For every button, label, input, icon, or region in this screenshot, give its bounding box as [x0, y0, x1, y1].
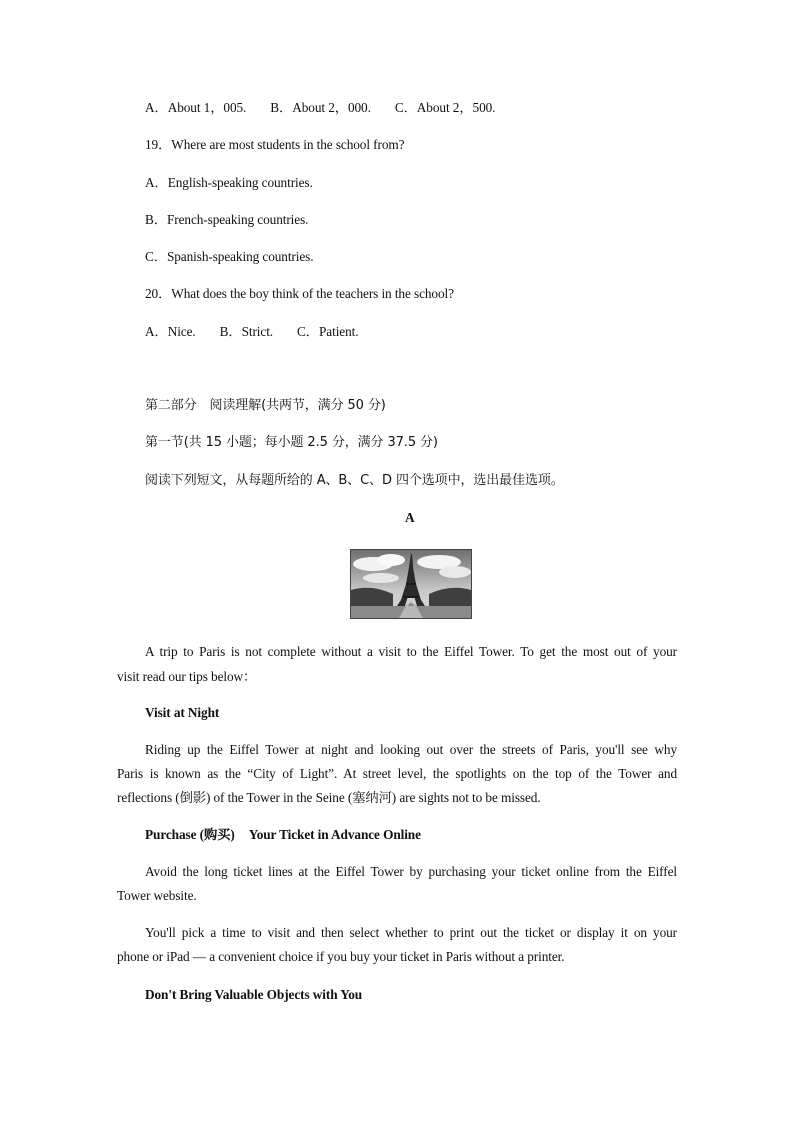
q20-option-a: A．Nice.	[145, 324, 196, 339]
q18-options	[145, 98, 495, 118]
q19-option-a: A．English-speaking countries.	[145, 175, 313, 190]
q20-stem: 20．What does the boy think of the teachers in the school?	[145, 286, 454, 301]
reading-instruction: 阅读下列短文，从每题所给的 A、B、C、D 四个选项中，选出最佳选项。	[145, 473, 564, 488]
q20-option-b: B．Strict.	[219, 324, 274, 339]
heading-no-valuables: Don't Bring Valuable Objects with You	[145, 987, 363, 1002]
heading-purchase-part2: Your Ticket in Advance Online	[248, 827, 421, 842]
avoid-line-1: Avoid the long ticket lines at the Eiffel Tower by purchasing your ticket online from the Eiffel	[145, 864, 677, 879]
night-line-3: reflections (倒影) of the Tower in the Seine (塞纳河) are sights not to be missed.	[117, 790, 541, 805]
heading-purchase-online	[145, 825, 421, 845]
avoid-line-2: Tower website.	[117, 888, 197, 903]
q20-options	[145, 322, 358, 342]
eiffel-tower-photo	[350, 549, 472, 619]
pick-line-2: phone or iPad — a convenient choice if you buy your ticket in Paris without a printer.	[117, 949, 565, 964]
night-line-1: Riding up the Eiffel Tower at night and looking out over the streets of Paris, you'll see why	[145, 742, 677, 757]
q19-option-b: B．French-speaking countries.	[145, 212, 309, 227]
section1-heading: 第一节(共 15 小题；每小题 2.5 分，满分 37.5 分)	[145, 435, 438, 450]
heading-visit-at-night: Visit at Night	[145, 705, 220, 720]
intro-line-1: A trip to Paris is not complete without a visit to the Eiffel Tower. To get the most out of your	[145, 644, 677, 659]
q19-stem: 19．Where are most students in the school from?	[145, 137, 405, 152]
q19-option-c: C．Spanish-speaking countries.	[145, 249, 314, 264]
passage-label: A	[405, 510, 415, 525]
q18-option-a: A．About 1，005.	[145, 100, 247, 115]
heading-purchase-part1: Purchase (购买)	[145, 827, 235, 842]
pick-line-1: You'll pick a time to visit and then select whether to print out the ticket or display it on your	[145, 925, 677, 940]
q18-option-b: B．About 2，000.	[270, 100, 371, 115]
part2-heading: 第二部分 阅读理解(共两节，满分 50 分)	[145, 398, 386, 413]
q20-option-c: C．Patient.	[297, 324, 359, 339]
intro-line-2: visit read our tips below：	[117, 669, 257, 684]
q18-option-c: C．About 2，500.	[394, 100, 496, 115]
night-line-2: Paris is known as the “City of Light”. At street level, the spotlights on the top of the Tower and	[117, 766, 677, 781]
